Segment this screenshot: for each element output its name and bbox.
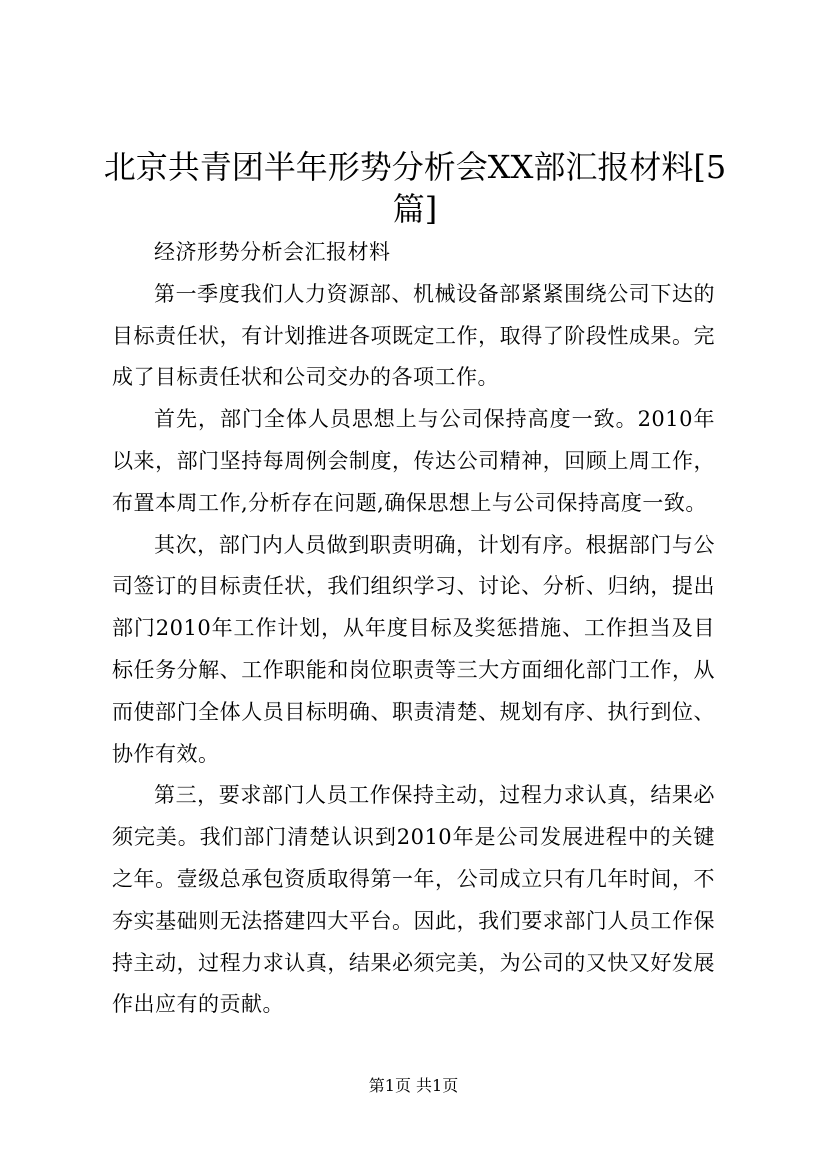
page-footer: 第1页 共1页 [368, 1076, 459, 1095]
paragraph-subtitle: 经济形势分析会汇报材料 [154, 240, 391, 264]
document-body [112, 232, 715, 1026]
paragraph-third: 第三，要求部门人员工作保持主动，过程力求认真，结果必须完美。我们部门清楚认识到2010年是公司发展进程中的关键之年。壹级总承包资质取得第一年，公司成立只有几年时间，不夯实基础则无法搭建四大平台。因此，我们要求部门人员工作保持主动，过程力求认真，结果必须完美，为公司的又快又好发展作出应有的贡献。 [112, 783, 715, 1017]
paragraph-first: 首先，部门全体人员思想上与公司保持高度一致。2010年以来，部门坚持每周例会制度，传达公司精神，回顾上周工作，布置本周工作,分析存在问题,确保思想上与公司保持高度一致。 [112, 407, 715, 515]
document-title: 北京共青团半年形势分析会XX部汇报材料[5篇] [103, 148, 727, 228]
paragraph-intro: 第一季度我们人力资源部、机械设备部紧紧围绕公司下达的目标责任状，有计划推进各项既定工作，取得了阶段性成果。完成了目标责任状和公司交办的各项工作。 [112, 281, 715, 390]
paragraph-second: 其次，部门内人员做到职责明确，计划有序。根据部门与公司签订的目标责任状，我们组织学习、讨论、分析、归纳，提出部门2010年工作计划，从年度目标及奖惩措施、工作担当及目标任务分解、工作职能和岗位职责等三大方面细化部门工作，从而使部门全体人员目标明确、职责清楚、规划有序、执行到位、协作有效。 [112, 532, 715, 766]
